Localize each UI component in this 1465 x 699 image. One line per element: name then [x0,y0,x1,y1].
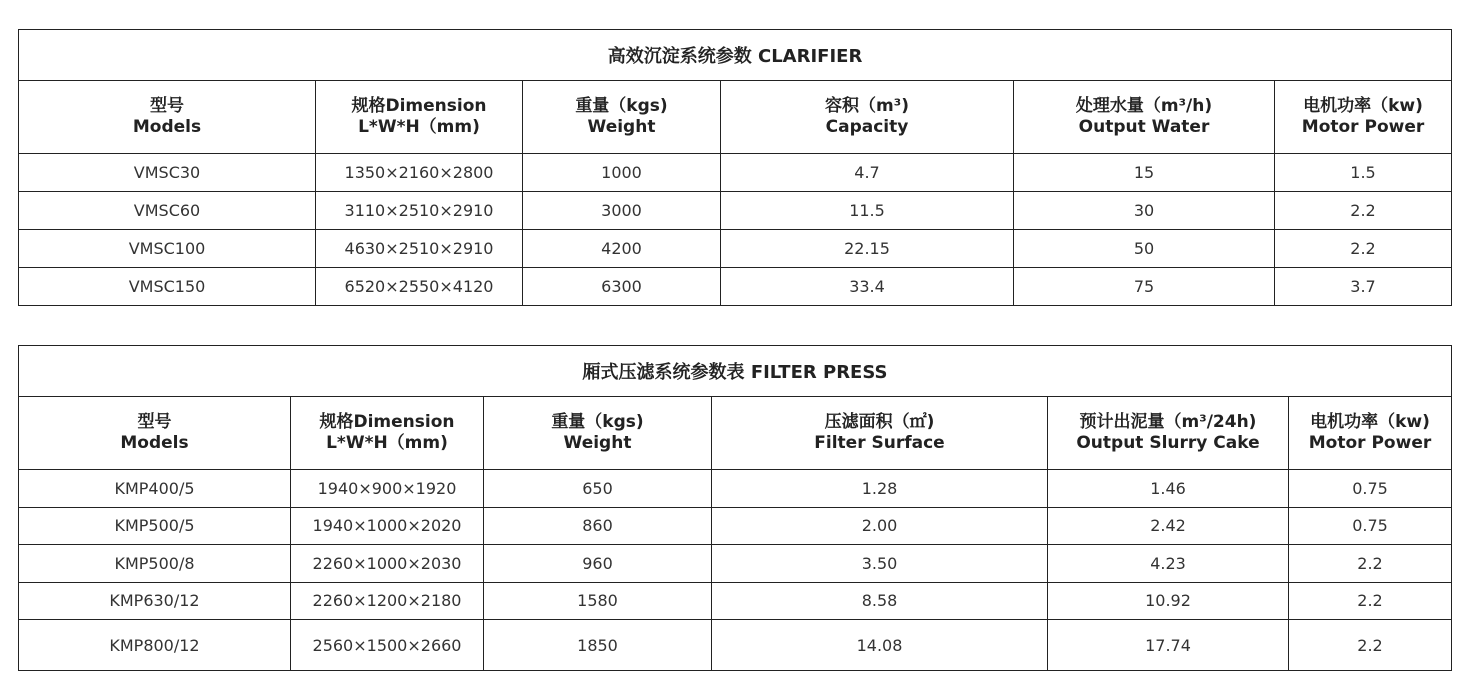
cell-filter-surface: 1.28 [712,470,1048,508]
cell-model: KMP630/12 [19,582,291,620]
header-cn: 预计出泥量（m³/24h) [1079,412,1257,432]
cell-capacity: 33.4 [721,268,1014,306]
table-row [19,507,1452,545]
column-header-weight [523,81,721,154]
cell-model: KMP800/12 [19,620,291,671]
cell-output-water: 30 [1014,192,1275,230]
cell-model: VMSC60 [19,192,316,230]
header-cn: 型号 [137,412,172,432]
table-row [19,620,1452,671]
table-row [19,154,1452,192]
header-en: Capacity [825,117,909,137]
cell-output-slurry-cake: 1.46 [1048,470,1289,508]
header-cn: 容积（m³) [825,96,909,116]
cell-filter-surface: 3.50 [712,545,1048,583]
cell-filter-surface: 8.58 [712,582,1048,620]
cell-dimension: 1940×1000×2020 [291,507,484,545]
cell-dimension: 3110×2510×2910 [316,192,523,230]
table-row [19,192,1452,230]
header-cn: 规格Dimension [319,412,455,432]
column-header-models [19,397,291,470]
header-cn: 型号 [150,96,184,116]
header-en: Motor Power [1308,433,1432,453]
cell-weight: 1580 [484,582,712,620]
cell-motor-power: 2.2 [1289,620,1452,671]
table-title-row [19,346,1452,397]
table-row [19,268,1452,306]
header-en: Weight [563,433,632,453]
column-header-capacity [721,81,1014,154]
cell-model: VMSC30 [19,154,316,192]
header-en: Motor Power [1301,117,1425,137]
cell-dimension: 1940×900×1920 [291,470,484,508]
cell-motor-power: 1.5 [1275,154,1452,192]
cell-dimension: 6520×2550×4120 [316,268,523,306]
header-cn: 重量（kgs) [551,412,644,432]
table-row [19,230,1452,268]
header-row [19,397,1452,470]
cell-capacity: 4.7 [721,154,1014,192]
table-row [19,582,1452,620]
header-en: L*W*H（mm) [326,433,448,453]
cell-motor-power: 2.2 [1289,545,1452,583]
column-header-dimension [316,81,523,154]
cell-output-slurry-cake: 10.92 [1048,582,1289,620]
cell-filter-surface: 2.00 [712,507,1048,545]
table-row [19,545,1452,583]
header-cn: 重量（kgs) [575,96,668,116]
cell-model: KMP500/8 [19,545,291,583]
cell-dimension: 2260×1200×2180 [291,582,484,620]
header-cn: 压滤面积（㎡) [824,412,935,432]
cell-motor-power: 3.7 [1275,268,1452,306]
cell-motor-power: 0.75 [1289,507,1452,545]
cell-motor-power: 2.2 [1275,230,1452,268]
cell-weight: 6300 [523,268,721,306]
cell-output-slurry-cake: 17.74 [1048,620,1289,671]
cell-motor-power: 0.75 [1289,470,1452,508]
cell-weight: 1850 [484,620,712,671]
cell-weight: 3000 [523,192,721,230]
header-en: Models [132,117,202,137]
cell-weight: 860 [484,507,712,545]
cell-filter-surface: 14.08 [712,620,1048,671]
cell-weight: 4200 [523,230,721,268]
filter-press-spec-table [18,345,1452,671]
header-en: L*W*H（mm) [358,117,480,137]
header-en: Output Slurry Cake [1076,433,1260,453]
header-cn: 规格Dimension [351,96,487,116]
cell-output-water: 50 [1014,230,1275,268]
cell-weight: 1000 [523,154,721,192]
cell-weight: 960 [484,545,712,583]
header-en: Filter Surface [814,433,945,453]
column-header-weight [484,397,712,470]
cell-model: VMSC150 [19,268,316,306]
table-row [19,470,1452,508]
cell-motor-power: 2.2 [1275,192,1452,230]
column-header-models [19,81,316,154]
cell-output-water: 15 [1014,154,1275,192]
column-header-output-slurry-cake [1048,397,1289,470]
cell-output-slurry-cake: 2.42 [1048,507,1289,545]
column-header-dimension [291,397,484,470]
cell-model: VMSC100 [19,230,316,268]
cell-output-slurry-cake: 4.23 [1048,545,1289,583]
table-title-row [19,30,1452,81]
header-cn: 电机功率（kw) [1310,412,1430,432]
cell-dimension: 4630×2510×2910 [316,230,523,268]
cell-weight: 650 [484,470,712,508]
table-title: 高效沉淀系统参数 CLARIFIER [19,30,1452,81]
header-en: Weight [587,117,656,137]
cell-dimension: 2260×1000×2030 [291,545,484,583]
header-en: Output Water [1078,117,1210,137]
clarifier-spec-table [18,29,1452,306]
cell-model: KMP500/5 [19,507,291,545]
cell-capacity: 22.15 [721,230,1014,268]
cell-capacity: 11.5 [721,192,1014,230]
header-row [19,81,1452,154]
column-header-motor-power [1275,81,1452,154]
cell-output-water: 75 [1014,268,1275,306]
column-header-motor-power [1289,397,1452,470]
cell-dimension: 1350×2160×2800 [316,154,523,192]
cell-model: KMP400/5 [19,470,291,508]
column-header-output-water [1014,81,1275,154]
header-en: Models [120,433,189,453]
cell-dimension: 2560×1500×2660 [291,620,484,671]
table-title: 厢式压滤系统参数表 FILTER PRESS [19,346,1452,397]
header-cn: 处理水量（m³/h) [1075,96,1213,116]
header-cn: 电机功率（kw) [1303,96,1423,116]
cell-motor-power: 2.2 [1289,582,1452,620]
column-header-filter-surface [712,397,1048,470]
